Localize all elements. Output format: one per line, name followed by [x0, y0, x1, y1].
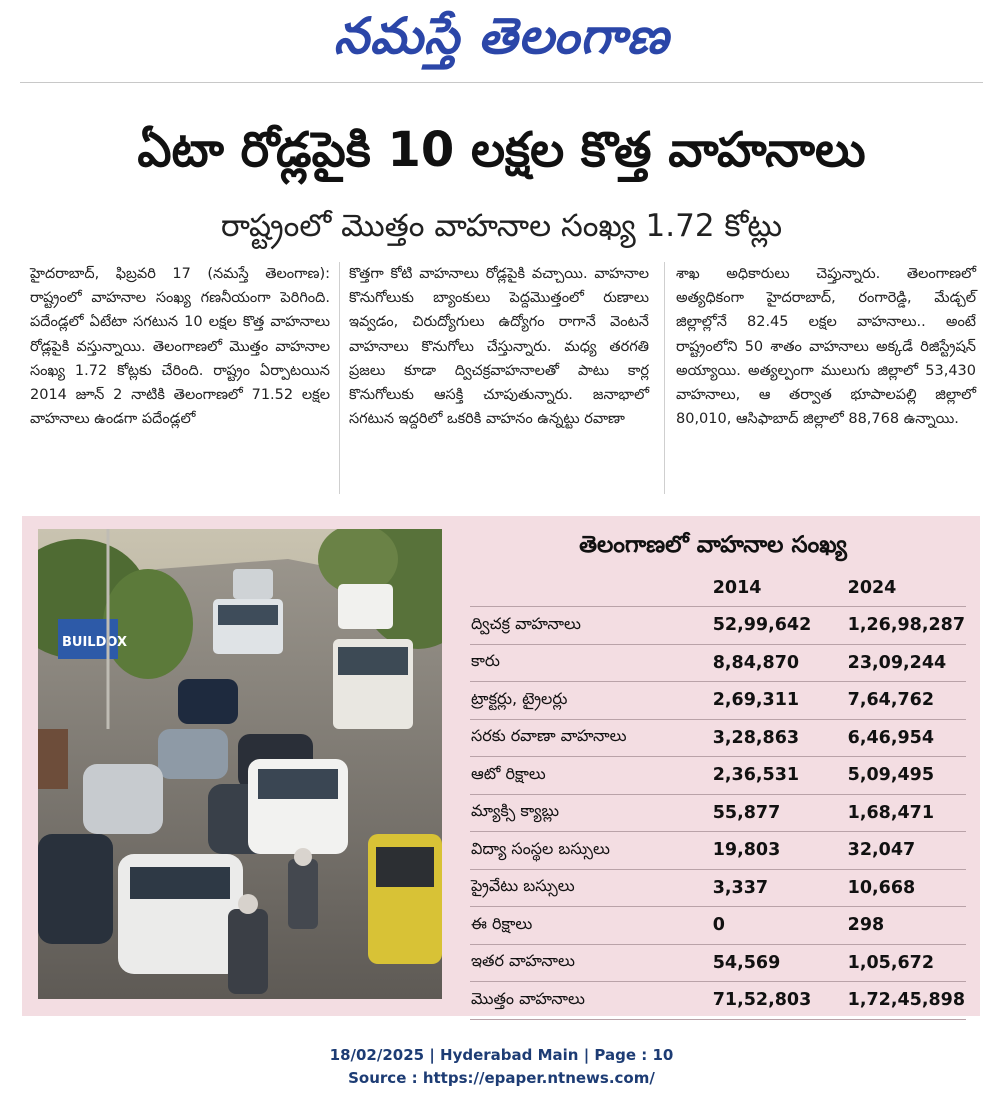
row-label: ఈ రిక్షాలు — [470, 907, 712, 945]
row-label: ప్రైవేటు బస్సులు — [470, 869, 712, 907]
masthead-rule — [20, 82, 983, 83]
headline: ఏటా రోడ్లపైకి 10 లక్షల కొత్త వాహనాలు — [137, 122, 866, 178]
column-divider — [664, 262, 665, 494]
row-value-2024: 1,68,471 — [847, 794, 966, 832]
table-header-2024: 2024 — [847, 570, 966, 607]
table-row — [470, 907, 966, 945]
footer-edition-info: 18/02/2025 | Hyderabad Main | Page : 10 — [329, 1046, 674, 1064]
table-row — [470, 869, 966, 907]
row-value-2024: 7,64,762 — [847, 682, 966, 720]
row-label: ఇతర వాహనాలు — [470, 944, 712, 982]
table-header-label — [470, 570, 712, 607]
row-value-2014: 2,36,531 — [712, 757, 847, 795]
table-row — [470, 682, 966, 720]
masthead-logo: నమస్తే తెలంగాణ — [333, 6, 670, 65]
vehicle-stats-table — [470, 570, 966, 1020]
billboard-text: BUILDOX — [62, 635, 127, 650]
row-value-2024: 6,46,954 — [847, 719, 966, 757]
table-title: తెలంగాణలో వాహనాల సంఖ్య — [579, 532, 847, 558]
table-row — [470, 832, 966, 870]
footer-source: Source : https://epaper.ntnews.com/ — [348, 1069, 655, 1087]
row-value-2014: 3,337 — [712, 869, 847, 907]
row-value-2024: 23,09,244 — [847, 644, 966, 682]
subheadline: రాష్ట్రంలో మొత్తం వాహనాల సంఖ్య 1.72 కోట్లు — [220, 208, 783, 244]
table-row — [470, 944, 966, 982]
row-label: మొత్తం వాహనాలు — [470, 982, 712, 1020]
row-value-2024: 5,09,495 — [847, 757, 966, 795]
row-label: ద్విచక్ర వాహనాలు — [470, 607, 712, 645]
row-value-2024: 32,047 — [847, 832, 966, 870]
row-value-2014: 54,569 — [712, 944, 847, 982]
row-value-2014: 0 — [712, 907, 847, 945]
table-row — [470, 794, 966, 832]
table-row — [470, 644, 966, 682]
row-value-2024: 1,05,672 — [847, 944, 966, 982]
row-value-2024: 1,26,98,287 — [847, 607, 966, 645]
article-column-3: శాఖ అధికారులు చెప్తున్నారు. తెలంగాణలో అత్యధికంగా హైదరాబాద్, రంగారెడ్డి, మేడ్చల్ జిల్లాల్లోనే 82.45 లక్షల వాహనాలు.. అంటే రాష్ట్రంలోని 50 శాతం వాహనాలు అక్కడే రిజిస్ట్రేషన్ అయ్యాయి. అత్యల్పంగా ములుగు జిల్లాలో 53,430 వాహనాలు, ఆ తర్వాత భూపాలపల్లి జిల్లాలో 80,010, ఆసిఫాబాద్ జిల్లాలో 88,768 ఉన్నాయి. — [676, 266, 976, 428]
row-label: కారు — [470, 644, 712, 682]
table-row-total — [470, 982, 966, 1020]
row-value-2014: 55,877 — [712, 794, 847, 832]
article-column-1: హైదరాబాద్, ఫిబ్రవరి 17 (నమస్తే తెలంగాణ): రాష్ట్రంలో వాహనాల సంఖ్య గణనీయంగా పెరిగింది. పదేండ్లలో ఏటేటా సగటున 10 లక్షల కొత్త వాహనాలు రోడ్లపైకి వస్తున్నాయి. తెలంగాణలో మొత్తం వాహనాల సంఖ్య 1.72 కోట్లకు చేరింది. రాష్ట్రం ఏర్పాటయిన 2014 జూన్ 2 నాటికి తెలంగాణలో 71.52 లక్షల వాహనాలు ఉండగా పదేండ్లలో — [30, 266, 330, 428]
row-value-2014: 19,803 — [712, 832, 847, 870]
row-label: ఆటో రిక్షాలు — [470, 757, 712, 795]
row-value-2014: 2,69,311 — [712, 682, 847, 720]
row-label: సరకు రవాణా వాహనాలు — [470, 719, 712, 757]
row-value-2014: 8,84,870 — [712, 644, 847, 682]
traffic-photo — [38, 529, 442, 999]
table-header-2014: 2014 — [712, 570, 847, 607]
row-value-2014: 3,28,863 — [712, 719, 847, 757]
row-value-2024: 10,668 — [847, 869, 966, 907]
row-label: మ్యాక్సి క్యాబ్లు — [470, 794, 712, 832]
row-value-2024: 298 — [847, 907, 966, 945]
table-header-row — [470, 570, 966, 607]
row-label: విద్యా సంస్థల బస్సులు — [470, 832, 712, 870]
article-column-2: కొత్తగా కోటి వాహనాలు రోడ్లపైకి వచ్చాయి. వాహనాల కొనుగోలుకు బ్యాంకులు పెద్దమొత్తంలో రుణాలు ఇవ్వడం, చిరుద్యోగులు ఉద్యోగం రాగానే వెంటనే వాహనాలు కొనుగోలు చేస్తున్నారు. మధ్య తరగతి ప్రజలు కూడా ద్విచక్రవాహనాలతో పాటు కార్ల కొనుగోలుకు ఆసక్తి చూపుతున్నారు. జనాభాలో సగటున ఇద్దరిలో ఒకరికి వాహనం ఉన్నట్టు రవాణా — [349, 266, 649, 428]
table-row — [470, 719, 966, 757]
row-value-2014: 52,99,642 — [712, 607, 847, 645]
row-value-2014: 71,52,803 — [712, 982, 847, 1020]
table-row — [470, 607, 966, 645]
row-label: ట్రాక్టర్లు, ట్రైలర్లు — [470, 682, 712, 720]
table-row — [470, 757, 966, 795]
row-value-2024: 1,72,45,898 — [847, 982, 966, 1020]
column-divider — [339, 262, 340, 494]
